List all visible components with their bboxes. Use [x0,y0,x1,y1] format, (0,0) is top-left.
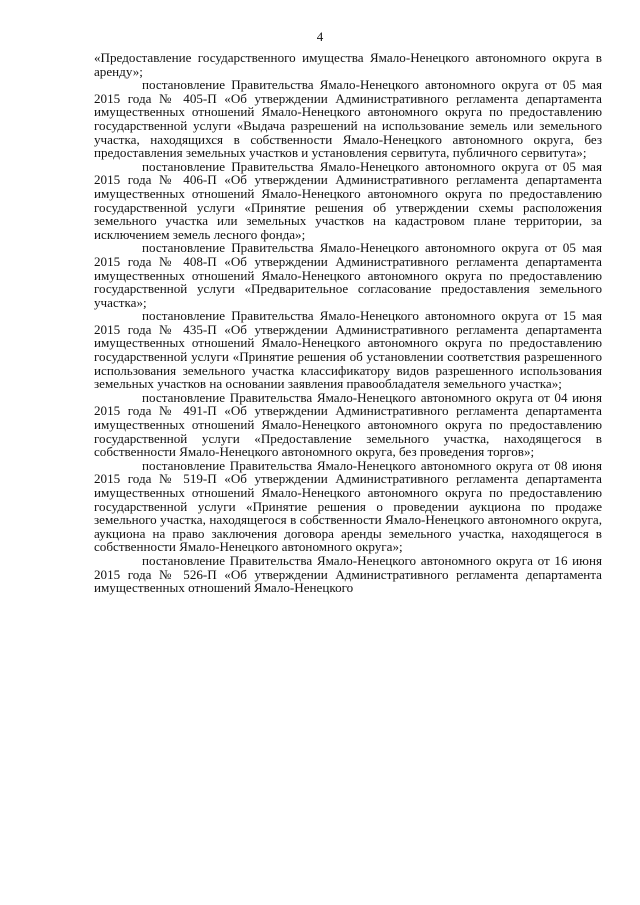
paragraph-resolution-408: постановление Правительства Ямало-Ненецкого автономного округа от 05 мая 2015 года № 408-П «Об утверждении Административного регламента департамента имущественных отношений Ямало-Ненецкого автономного округа по предоставлению государственной услуги «Предварительное согласование предоставления земельного участка»; [94,240,602,310]
paragraph-resolution-491: постановление Правительства Ямало-Ненецкого автономного округа от 04 июня 2015 года № 491-П «Об утверждении Административного регламента департамента имущественных отношений Ямало-Ненецкого автономного округа по предоставлению государственной услуги «Предоставление земельного участка, находящегося в собственности Ямало-Ненецкого автономного округа, без проведения торгов»; [94,389,602,460]
paragraph-resolution-406: постановление Правительства Ямало-Ненецкого автономного округа от 05 мая 2015 года № 406-П «Об утверждении Административного регламента департамента имущественных отношений Ямало-Ненецкого автономного округа по предоставлению государственной услуги «Принятие решения об утверждении схемы расположения земельного участка или земельных участков на кадастровом плане территории, за исключением земель лесного фонда»; [94,158,602,242]
paragraph-resolution-435: постановление Правительства Ямало-Ненецкого автономного округа от 15 мая 2015 года № 435-П «Об утверждении Административного регламента департамента имущественных отношений Ямало-Ненецкого автономного округа по предоставлению государственной услуги «Принятие решения об установлении соответствия разрешенного использования земельного участка классификатору видов разрешенного использования земельных участков на основании заявления правообладателя земельного участка»; [94,308,602,392]
document-body [94,51,602,595]
paragraph-continuation: «Предоставление государственного имущества Ямало-Ненецкого автономного округа в аренду»; [94,50,602,79]
paragraph-resolution-519: постановление Правительства Ямало-Ненецкого автономного округа от 08 июня 2015 года № 519-П «Об утверждении Административного регламента департамента имущественных отношений Ямало-Ненецкого автономного округа по предоставлению государственной услуги «Принятие решения о проведении аукциона по продаже земельного участка, находящегося в собственности Ямало-Ненецкого автономного округа, аукциона на право заключения договора аренды земельного участка, находящегося в собственности Ямало-Ненецкого автономного округа»; [94,457,602,555]
paragraph-resolution-405: постановление Правительства Ямало-Ненецкого автономного округа от 05 мая 2015 года № 405-П «Об утверждении Административного регламента департамента имущественных отношений Ямало-Ненецкого автономного округа по предоставлению государственной услуги «Выдача разрешений на использование земель или земельного участка, находящихся в собственности Ямало-Ненецкого автономного округа, без предоставления земельных участков и установления сервитута, публичного сервитута»; [94,77,602,161]
page-number: 4 [316,29,324,44]
paragraph-resolution-526: постановление Правительства Ямало-Ненецкого автономного округа от 16 июня 2015 года № 526-П «Об утверждении Административного регламента департамента имущественных отношений Ямало-Ненецкого [94,552,602,596]
